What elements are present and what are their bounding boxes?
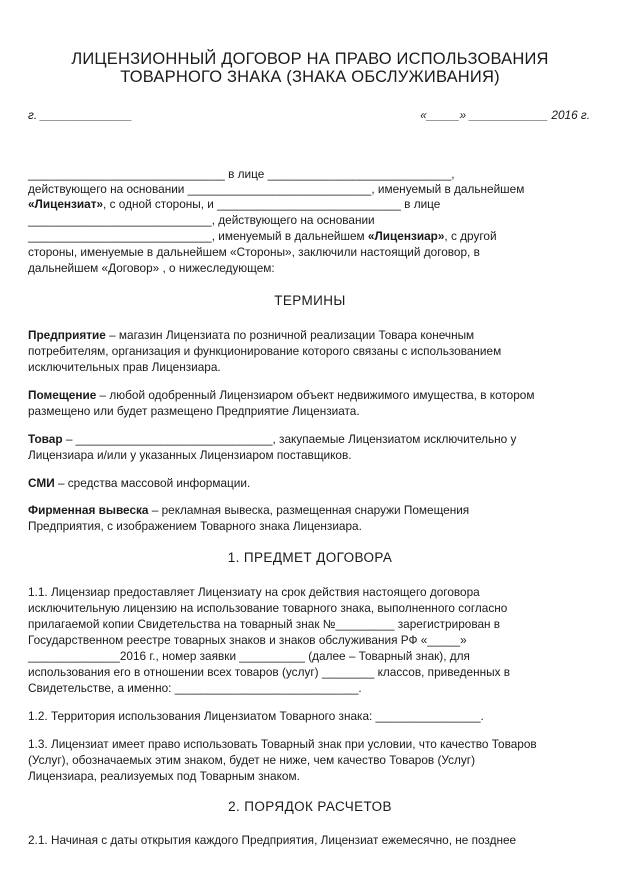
clause-line: 1.2. Территория использования Лицензиатом Товарного знака: ________________.: [28, 709, 484, 723]
terms-heading: ТЕРМИНЫ: [274, 293, 346, 308]
date-line: «_____» ____________ 2016 г.: [420, 108, 590, 122]
preamble-line: «Лицензиат», с одной стороны, и ____________________________ в лице: [28, 197, 441, 211]
document-title-line-1: ЛИЦЕНЗИОННЫЙ ДОГОВОР НА ПРАВО ИСПОЛЬЗОВАНИЯ: [71, 50, 549, 68]
clause-line: использования его в отношении всех товаров (услуг) ________ классов, приведенных в: [28, 665, 511, 679]
place-line: г. ______________: [28, 108, 133, 122]
document-title-line-2: ТОВАРНОГО ЗНАКА (ЗНАКА ОБСЛУЖИВАНИЯ): [120, 68, 500, 86]
clause-line: (Услуг), обозначаемых этим знаком, будет не ниже, чем качество Товаров (Услуг): [28, 753, 476, 767]
term-line: Лицензиара и/или у указанных Лицензиаром поставщиков.: [28, 448, 352, 462]
clause-line: 1.3. Лицензиат имеет право использовать Товарный знак при условии, что качество Товаров: [28, 737, 537, 751]
term-name: Предприятие: [28, 328, 106, 342]
preamble-line: ____________________________, действующего на основании: [28, 213, 375, 227]
term-name: Помещение: [28, 388, 97, 402]
licensee-term: «Лицензиат»: [28, 197, 104, 211]
clause-line: Государственном реестре товарных знаков и знаков обслуживания РФ «_____»: [28, 633, 467, 647]
term-line: размещено или будет размещено Предприятие Лицензиата.: [28, 404, 360, 418]
term-line: потребителям, организация и функционирование которого связаны с использованием: [28, 344, 502, 358]
clause-line: исключительную лицензию на использование товарного знака, выполненного согласно: [28, 601, 508, 615]
licensor-term: «Лицензиар»: [367, 229, 445, 243]
preamble-line: ____________________________, именуемый в дальнейшем «Лицензиар», с другой: [28, 229, 497, 243]
section-1-heading: 1. ПРЕДМЕТ ДОГОВОРА: [227, 550, 393, 565]
term-line: Товар – ______________________________, закупаемые Лицензиатом исключительно у: [28, 432, 517, 446]
clause-line: Лицензиара, реализуемых под Товарным знаком.: [28, 769, 300, 783]
term-line: СМИ – средства массовой информации.: [28, 476, 251, 490]
term-name: СМИ: [28, 476, 55, 490]
term-line: Предприятия, с изображением Товарного знака Лицензиара.: [28, 519, 362, 533]
term-line: Фирменная вывеска – рекламная вывеска, размещенная снаружи Помещения: [28, 503, 470, 517]
clause-line: 2.1. Начиная с даты открытия каждого Предприятия, Лицензиат ежемесячно, не позднее: [28, 833, 517, 847]
clause-line: Свидетельстве, а именно: ____________________________.: [28, 681, 362, 695]
preamble-line: действующего на основании ____________________________, именуемый в дальнейшем: [28, 182, 525, 196]
clause-line: прилагаемой копии Свидетельства на товарный знак №_________ зарегистрирован в: [28, 617, 501, 631]
term-line: Предприятие – магазин Лицензиата по розничной реализации Товара конечным: [28, 328, 475, 342]
term-name: Товар: [28, 432, 63, 446]
preamble-line: дальнейшем «Договор» , о нижеследующем:: [28, 261, 275, 275]
section-2-heading: 2. ПОРЯДОК РАСЧЕТОВ: [228, 799, 392, 814]
term-line: Помещение – любой одобренный Лицензиаром объект недвижимого имущества, в котором: [28, 388, 535, 402]
preamble-line: стороны, именуемые в дальнейшем «Стороны», заключили настоящий договор, в: [28, 245, 480, 259]
term-name: Фирменная вывеска: [28, 503, 149, 517]
clause-line: 1.1. Лицензиар предоставляет Лицензиату на срок действия настоящего договора: [28, 585, 480, 599]
term-line: исключительных прав Лицензиара.: [28, 360, 221, 374]
preamble-line: ______________________________ в лице ____________________________,: [28, 167, 455, 181]
clause-line: ______________2016 г., номер заявки __________ (далее – Товарный знак), для: [28, 649, 470, 663]
